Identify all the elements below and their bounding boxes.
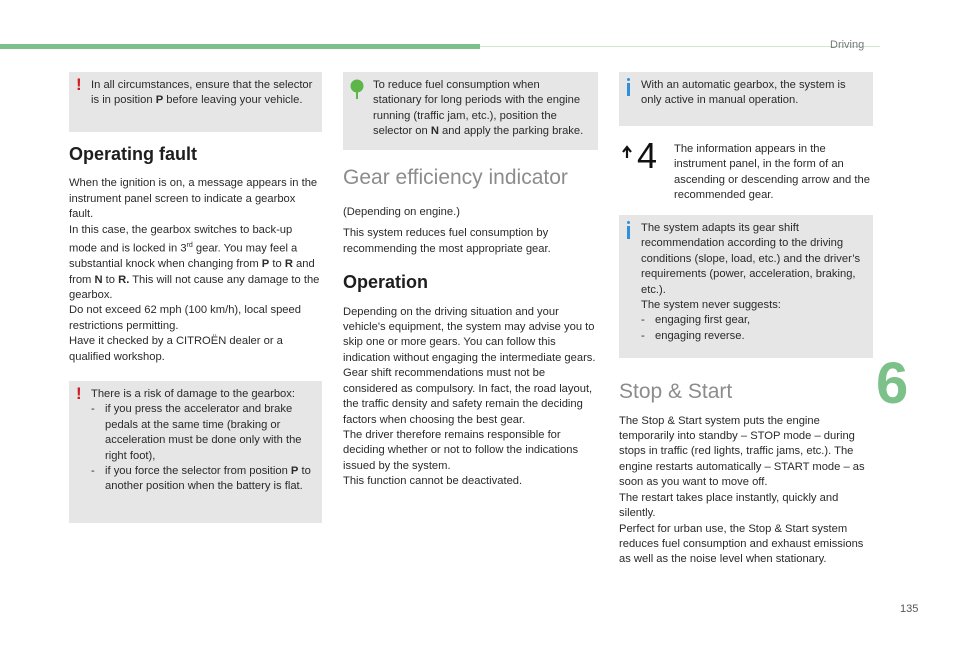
- page-number: 135: [900, 603, 919, 615]
- operation-para-2: Gear shift recommendations must not be considered as compulsory. In fact, the road layout, the traffic density and safety remain the deciding factors when choosing the best gear.: [343, 367, 593, 426]
- stop-start-description: [619, 414, 873, 568]
- heading-operation: Operation: [343, 272, 429, 293]
- column-middle: [343, 72, 598, 490]
- gear-indicator-explanation: [619, 135, 873, 204]
- info-text: With an automatic gearbox, the system is only active in manual operation.: [641, 79, 846, 107]
- fault-description: [69, 176, 322, 365]
- info-text: The system adapts its gear shift recommendation according to the driving conditions (slope, load, etc.) and the driver’s requirements (power, acceleration, braking, etc.).: [641, 222, 861, 296]
- warning-list: [91, 402, 314, 494]
- warning-text: In all circumstances, ensure that the selector is in position P before leaving your vehicle.: [91, 79, 313, 107]
- section-label: Driving: [830, 39, 865, 51]
- fault-para-3: Do not exceed 62 mph (100 km/h), local speed restrictions permitting.: [69, 304, 301, 332]
- header-accent-bar: [0, 44, 480, 49]
- warning-icon: !: [76, 75, 82, 94]
- gear-indicator-text: The information appears in the instrument panel, in the form of an ascending or descending arrow and the recommended gear.: [674, 143, 870, 202]
- warning-box-selector: [69, 72, 322, 132]
- header-divider: [480, 46, 880, 47]
- stop-start-para-1: The Stop & Start system puts the engine temporarily into standby – STOP mode – during stops in traffic (red lights, traffic jams, etc.). The engine restarts automatically – START mode – as soon as you want to move off.: [619, 414, 865, 489]
- stop-start-para-2: The restart takes place instantly, quickly and silently.: [619, 491, 839, 520]
- warning-intro: There is a risk of damage to the gearbox:: [91, 388, 295, 401]
- depending-note: (Depending on engine.): [343, 206, 460, 219]
- fault-para-2: In this case, the gearbox switches to back-up mode and is locked in 3rd gear. You may feel a substantial knock when changing from P to R and from N to R. This will not cause any damage to the gearbox.: [69, 223, 320, 301]
- stop-start-para-3: Perfect for urban use, the Stop & Start system reduces fuel consumption and exhaust emissions as well as the noise level when stationary.: [619, 522, 864, 566]
- fault-para-1: When the ignition is on, a message appears in the instrument panel screen to indicate a gearbox fault.: [69, 177, 318, 221]
- title-gear-efficiency: Gear efficiency indicator: [343, 165, 568, 189]
- chapter-number: 6: [876, 351, 909, 416]
- fault-para-4: Have it checked by a CITROËN dealer or a qualified workshop.: [69, 335, 283, 363]
- info-text-never: The system never suggests:: [641, 299, 781, 312]
- list-item: - if you press the accelerator and brake pedals at the same time (braking or acceleration must be done only with the right foot),: [91, 402, 314, 464]
- info-icon: [627, 221, 630, 239]
- title-stop-start: Stop & Start: [619, 380, 733, 404]
- heading-operating-fault: Operating fault: [69, 144, 198, 164]
- never-suggests-list: [641, 313, 865, 344]
- list-item: - if you force the selector from position P to another position when the battery is flat.: [91, 464, 314, 495]
- info-icon: [627, 78, 630, 96]
- eco-tree-icon: [350, 79, 364, 99]
- info-box-automatic: [619, 72, 873, 126]
- operation-description: [343, 305, 598, 490]
- info-box-adapts: [619, 215, 873, 358]
- operation-para-3: The driver therefore remains responsible for deciding whether or not to follow the indications issued by the system.: [343, 428, 579, 472]
- eco-tip-box: [343, 72, 598, 150]
- gear-intro: This system reduces fuel consumption by recommending the most appropriate gear.: [343, 227, 551, 255]
- eco-tip-text: To reduce fuel consumption when stationary for long periods with the engine running (traffic jam, etc.), position the selector on N and apply the parking brake.: [373, 79, 584, 138]
- warning-box-damage: [69, 381, 322, 523]
- operation-para-4: This function cannot be deactivated.: [343, 475, 523, 488]
- recommended-gear-digit: 4: [637, 135, 658, 176]
- warning-icon: !: [76, 384, 82, 404]
- operation-para-1: Depending on the driving situation and your vehicle's equipment, the system may advise you to skip one or more gears. You can follow this indication without engaging the intermediate gears.: [343, 305, 596, 364]
- column-right: [619, 72, 873, 568]
- list-item: - engaging first gear,: [641, 313, 865, 328]
- list-item: - engaging reverse.: [641, 329, 865, 344]
- column-left: [69, 72, 322, 523]
